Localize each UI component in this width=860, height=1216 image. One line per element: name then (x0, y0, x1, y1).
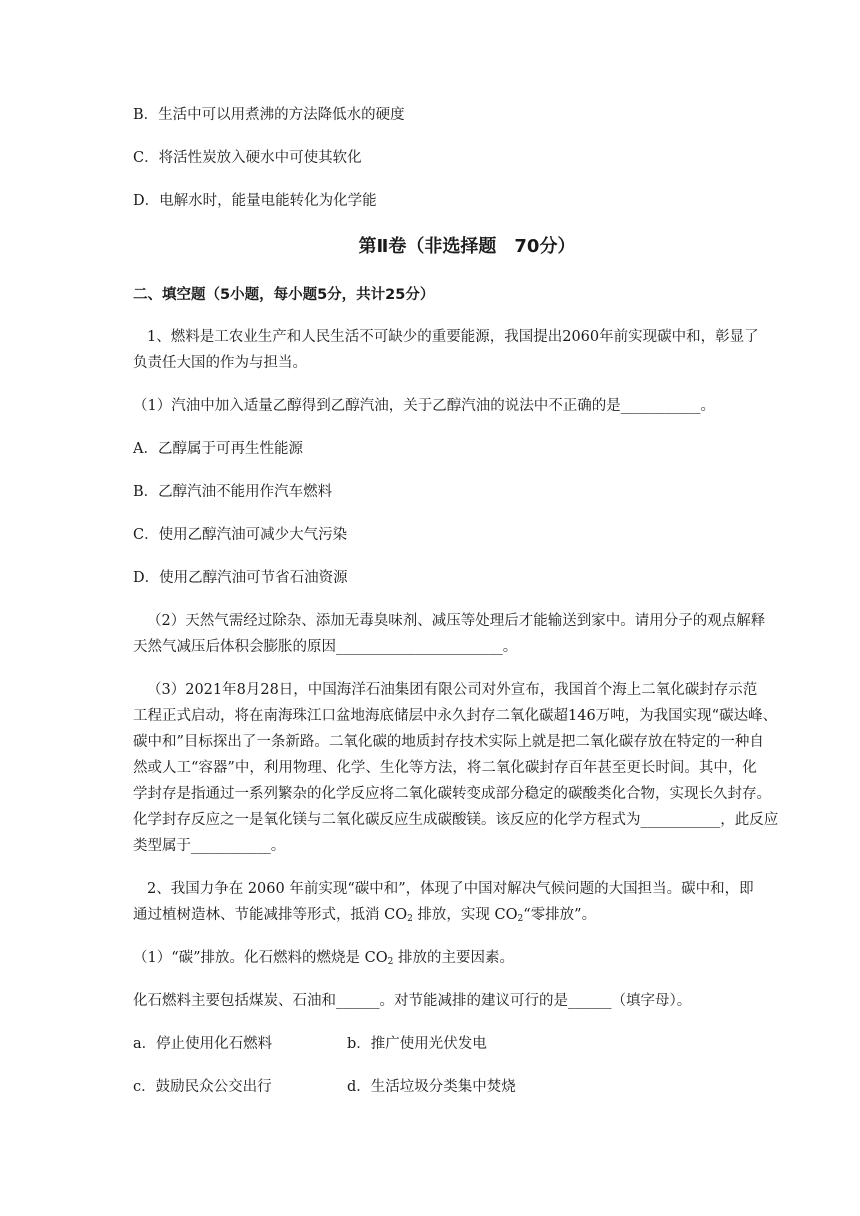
subscript-2: 2 (517, 914, 524, 924)
q1-option-a: A．乙醇属于可再生性能源 (133, 441, 303, 457)
q1-option-b: B．乙醇汽油不能用作汽车燃料 (133, 484, 333, 500)
section-title: 第Ⅱ卷（非选择题 70分） (358, 236, 576, 257)
q2-option-a: a．停止使用化石燃料 (133, 1036, 273, 1052)
q1-option-c: C．使用乙醇汽油可减少大气污染 (133, 527, 348, 543)
part-heading: 二、填空题（5小题，每小题5分，共计25分） (133, 287, 435, 303)
q1-intro-line2: 负责任大国的作为与担当。 (133, 355, 307, 371)
q1-sub2-line1: （2）天然气需经过除杂、添加无毒臭味剂、减压等处理后才能输送到家中。请用分子的观点解释 (147, 613, 766, 629)
q2-sub1-text-b: 排放的主要因素。 (393, 950, 514, 966)
q1-sub3-line7: 类型属于___________。 (133, 838, 286, 854)
q1-sub3-line4: 然或人工“容器”中，利用物理、化学、生化等方法，将二氧化碳封存百年甚至更长时间。其中，化 (133, 760, 757, 776)
subscript-2: 2 (387, 957, 394, 967)
q1-sub3-line1: （3）2021年8月28日，中国海洋石油集团有限公司对外宣布，我国首个海上二氧化碳封存示范 (147, 682, 758, 698)
q1-sub3-line3: 碳中和”目标探出了一条新路。二氧化碳的地质封存技术实际上就是把二氧化碳存放在特定的一种自 (133, 734, 764, 750)
q2-intro-text-a: 通过植树造林、节能减排等形式，抵消 CO (133, 907, 408, 923)
q2-option-d: d．生活垃圾分类集中焚烧 (347, 1079, 516, 1095)
q1-sub3-line2: 工程正式启动，将在南海珠江口盆地海底储层中永久封存二氧化碳超146万吨，为我国实现“碳达峰、 (133, 708, 778, 724)
q1-sub3-line6: 化学封存反应之一是氧化镁与二氧化碳反应生成碳酸镁。该反应的化学方程式为___________，此反应 (133, 812, 779, 828)
q2-intro-text-c: “零排放”。 (523, 907, 597, 923)
q1-sub2-line2: 天然气减压后体积会膨胀的原因_______________________。 (133, 639, 518, 655)
q2-intro-line1: 2、我国力争在 2060 年前实现“碳中和”，体现了中国对解决气候问题的大国担当。碳中和，即 (147, 881, 754, 897)
q2-fossil-question: 化石燃料主要包括煤炭、石油和______。对节能减排的建议可行的是______（填字母）。 (133, 993, 692, 1009)
q1-option-d: D．使用乙醇汽油可节省石油资源 (133, 570, 348, 586)
q2-sub1-text-a: （1）“碳”排放。化石燃料的燃烧是 CO (133, 950, 388, 966)
q1-sub3-line5: 学封存是指通过一系列繁杂的化学反应将二氧化碳转变成部分稳定的碳酸类化合物，实现长久封存。 (133, 786, 771, 802)
q1-intro-line1: 1、燃料是工农业生产和人民生活不可缺少的重要能源，我国提出2060年前实现碳中和，彰显了 (147, 329, 759, 345)
q2-option-b: b．推广使用光伏发电 (347, 1036, 487, 1052)
q1-sub1: （1）汽油中加入适量乙醇得到乙醇汽油，关于乙醇汽油的说法中不正确的是___________。 (133, 398, 715, 414)
option-d: D．电解水时，能量电能转化为化学能 (133, 193, 377, 209)
q2-intro-line2 (133, 905, 596, 929)
q2-option-c: c．鼓励民众公交出行 (133, 1079, 272, 1095)
option-b: B．生活中可以用煮沸的方法降低水的硬度 (133, 107, 405, 123)
option-c: C．将活性炭放入硬水中可使其软化 (133, 150, 362, 166)
q2-intro-text-b: 排放，实现 CO (412, 907, 518, 923)
subscript-2: 2 (407, 914, 413, 924)
q2-sub1 (133, 948, 514, 972)
